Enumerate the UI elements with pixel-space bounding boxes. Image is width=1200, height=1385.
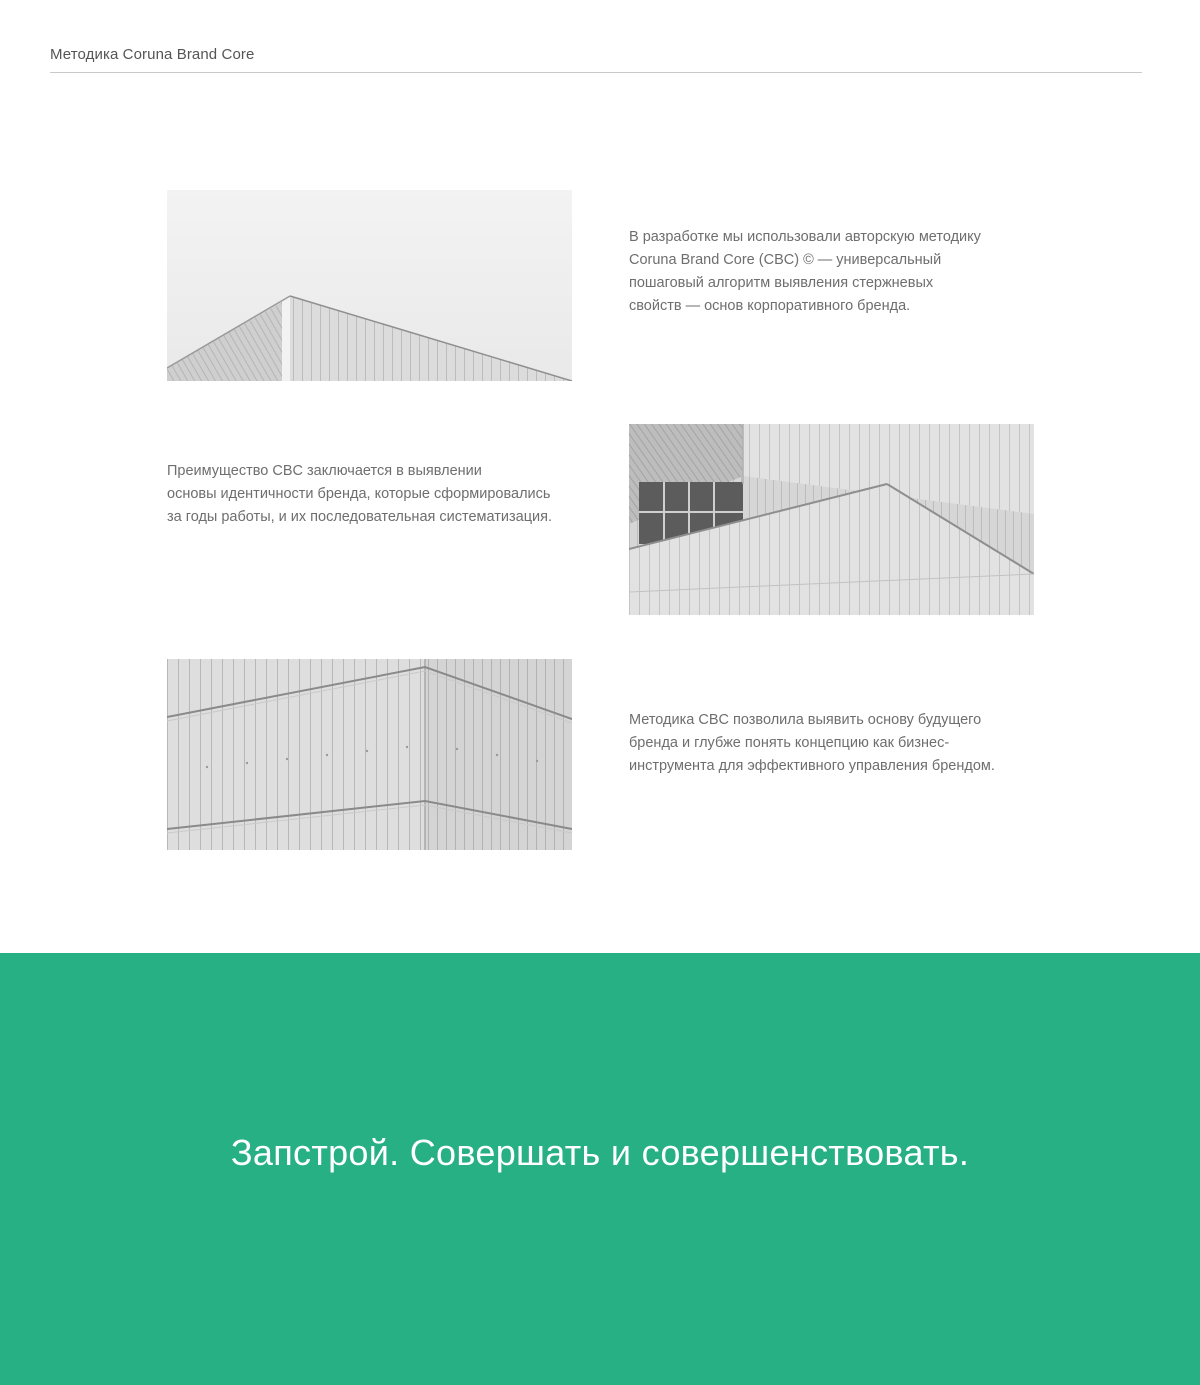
methodology-intro-text: В разработке мы использовали авторскую методику Coruna Brand Core (CBC) © — универсальный пошаговый алгоритм выявления стержневых свойств — основ корпоративного бренда.	[629, 229, 981, 314]
cbc-advantage-text: Преимущество CBC заключается в выявлении основы идентичности бренда, которые сформировались за годы работы, и их последовательная систематизация.	[167, 463, 552, 525]
architecture-photo-facade	[629, 424, 1034, 615]
brand-tagline: Запстрой. Совершать и совершенствовать.	[230, 1132, 970, 1173]
header-divider	[50, 72, 1142, 73]
architecture-photo-corner	[167, 659, 572, 850]
architecture-photo-roof	[167, 190, 572, 381]
header-title: Методика Coruna Brand Core	[50, 46, 255, 63]
cbc-result-text: Методика CBC позволила выявить основу будущего бренда и глубже понять концепцию как бизнес- инструмента для эффективного управления брендом.	[629, 712, 995, 774]
